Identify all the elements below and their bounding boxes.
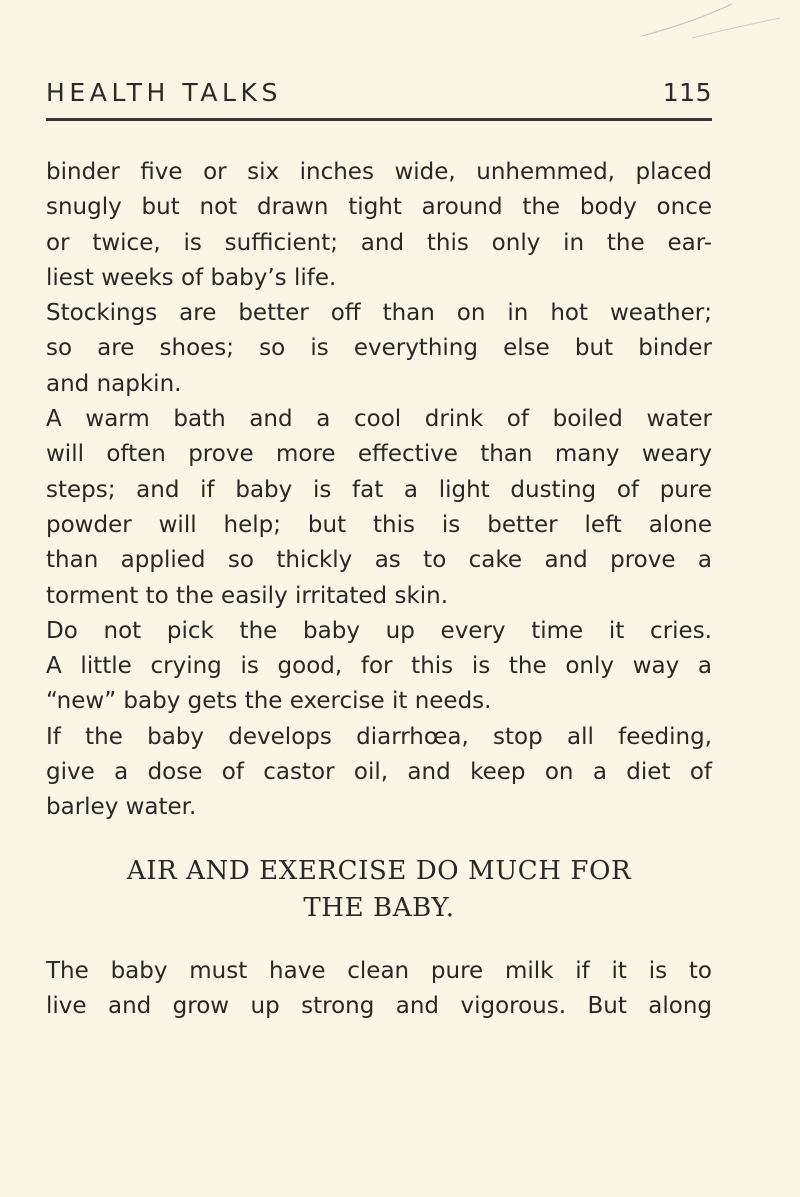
text-line: and napkin. bbox=[46, 370, 182, 397]
text-line: live and grow up strong and vigorous. But along bbox=[46, 992, 712, 1019]
text-line: or twice, is sufficient; and this only in the ear- bbox=[46, 229, 712, 256]
section-heading-line: AIR AND EXERCISE DO MUCH FOR bbox=[126, 855, 632, 886]
text-line: snugly but not drawn tight around the body once bbox=[46, 194, 712, 221]
paragraph bbox=[46, 296, 712, 402]
text-line: “new” baby gets the exercise it needs. bbox=[46, 688, 492, 715]
text-line: will often prove more effective than many weary bbox=[46, 441, 712, 468]
paragraph bbox=[46, 954, 712, 1025]
text-line: barley water. bbox=[46, 794, 197, 821]
text-line: steps; and if baby is fat a light dusting of pure bbox=[46, 476, 712, 503]
text-line: liest weeks of baby’s life. bbox=[46, 264, 337, 291]
text-line: A warm bath and a cool drink of boiled water bbox=[46, 406, 712, 433]
paragraph bbox=[46, 720, 712, 826]
body-text bbox=[46, 155, 712, 826]
running-head bbox=[46, 78, 712, 108]
paragraph bbox=[46, 614, 712, 720]
page-number: 115 bbox=[662, 78, 712, 107]
header-rule bbox=[46, 118, 712, 121]
text-line: A little crying is good, for this is the only way a bbox=[46, 653, 712, 680]
book-page bbox=[46, 78, 712, 1024]
page-scratch-mark bbox=[632, 0, 782, 40]
section-heading bbox=[46, 853, 712, 927]
text-line: If the baby develops diarrhœa, stop all feeding, bbox=[46, 723, 712, 750]
text-line: powder will help; but this is better left alone bbox=[46, 511, 712, 538]
text-line: The baby must have clean pure milk if it is to bbox=[46, 957, 712, 984]
text-line: binder five or six inches wide, unhemmed, placed bbox=[46, 159, 712, 185]
running-head-title: HEALTH TALKS bbox=[46, 78, 283, 107]
text-line: so are shoes; so is everything else but binder bbox=[46, 335, 712, 362]
text-line: torment to the easily irritated skin. bbox=[46, 582, 449, 609]
paragraph bbox=[46, 402, 712, 614]
text-line: than applied so thickly as to cake and prove a bbox=[46, 547, 712, 574]
section-heading-line: THE BABY. bbox=[303, 892, 455, 923]
text-line: Stockings are better off than on in hot weather; bbox=[46, 300, 712, 327]
text-line: give a dose of castor oil, and keep on a diet of bbox=[46, 759, 712, 786]
text-line: Do not pick the baby up every time it cries. bbox=[46, 617, 712, 644]
paragraph bbox=[46, 155, 712, 296]
body-text bbox=[46, 954, 712, 1025]
